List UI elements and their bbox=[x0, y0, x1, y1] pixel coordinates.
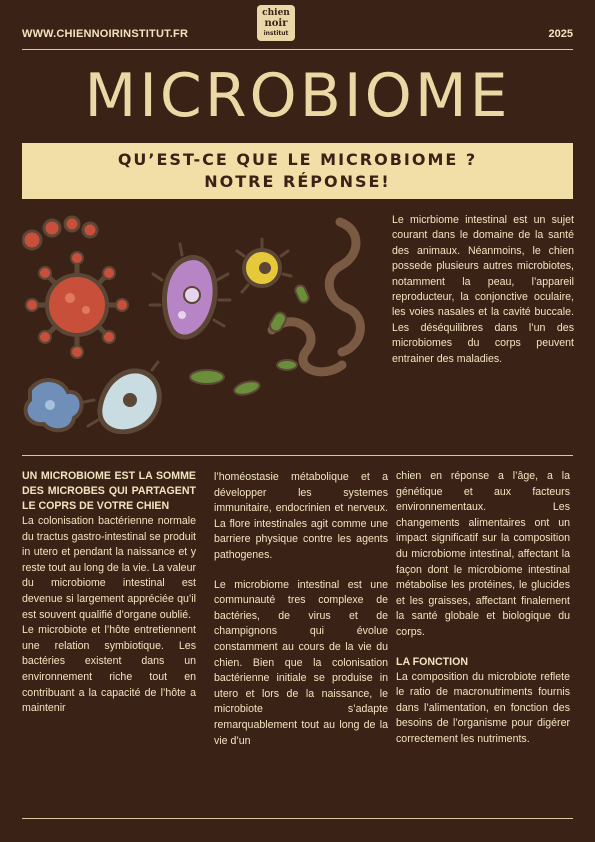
column-2 bbox=[214, 470, 388, 749]
blue-amoeba-icon bbox=[26, 380, 82, 430]
paragraph: La composition du microbiote reflete le ratio de macronutriments fournis dans l’alimentation, en fonction des besoins de l’organisme pour digérer correctement les nutriments. bbox=[396, 670, 570, 745]
website-url[interactable]: WWW.CHIENNOIRINSTITUT.FR bbox=[22, 28, 189, 40]
light-blue-cell-icon bbox=[84, 362, 159, 432]
year-label: 2025 bbox=[548, 28, 573, 40]
section-heading: UN MICROBIOME EST LA SOMME DES MICROBES QUI PARTAGENT LE COPRS DE VOTRE CHIEN bbox=[22, 470, 196, 512]
logo-text-3: institut bbox=[263, 30, 289, 37]
logo-text-2: noir bbox=[264, 18, 288, 29]
subtitle-banner bbox=[22, 143, 573, 199]
virus-icon bbox=[26, 252, 128, 358]
microbes-illustration bbox=[22, 210, 374, 434]
paragraph: Le microbiote et l’hôte entretiennent une relation symbiotique. Les bactéries existent dans un environnement riche tout en contribuant a la capacité de l’hôte a maintenir bbox=[22, 624, 196, 715]
footer-divider bbox=[22, 818, 573, 819]
coccus-icon bbox=[23, 217, 97, 249]
paragraph: chien en réponse a l’âge, a la génétique et aux facteurs environnementaux. Les changements alimentaires ont un impact significatif sur la composition du microbiome intestinal, affectant la façon dont le microbiome intestinal métabolise les protéines, le glucides et les graisses, affectant finalement la santé globale et biologique du corps. bbox=[396, 470, 570, 638]
column-1 bbox=[22, 469, 196, 717]
column-3 bbox=[396, 469, 570, 748]
paragraph: l’homéostasie métabolique et a développer les systemes immunitaire, endocrinien et nerveux. La flore intestinales agit comme une barriere physique contre les agents pathogenes. bbox=[214, 471, 388, 561]
header-bar bbox=[22, 0, 573, 50]
spirillum-icon bbox=[272, 222, 360, 372]
paragraph: Le microbiome intestinal est une communauté tres complexe de bactéries, de virus et de champignons qui évolue constamment au cours de la vie du chien. Bien que la colonisation bactérienne initiale se produise in utero et lors de la naissance, le microbiote s’adapte remarquablement tout au long de la vie d’un bbox=[214, 578, 388, 747]
logo-text-1: chien bbox=[262, 8, 290, 18]
institute-logo bbox=[257, 5, 295, 41]
subtitle-line-2: NOTRE RÉPONSE! bbox=[204, 172, 391, 191]
section-heading: LA FONCTION bbox=[396, 655, 468, 668]
intro-paragraph: Le micrbiome intestinal est un sujet courant dans le domaine de la santé des animaux. Néanmoins, le chien possede plusieurs autres microbiotes, notamment la peau, l’appareil reproducteur, la conjonctive oculaire, les voies nasales et la cavité buccale. Les déséquilibres dans l’un des microbiomes du corps peuvent entrainer des maladies. bbox=[392, 214, 574, 365]
bacterium-icon bbox=[237, 239, 291, 292]
section-divider bbox=[22, 455, 573, 456]
paramecium-icon bbox=[150, 244, 230, 337]
subtitle-line-1: QU’EST-CE QUE LE MICROBIOME ? bbox=[117, 150, 478, 169]
paragraph: La colonisation bactérienne normale du tractus gastro-intestinal se produit in utero et pendant la naissance et y reste tout au long de la vie. La valeur du microbiome intestinal est devenue si largement appréciée qu’il est souvent qualifié d’organe oublié. bbox=[22, 515, 196, 621]
page-title: MICROBIOME bbox=[84, 61, 511, 131]
